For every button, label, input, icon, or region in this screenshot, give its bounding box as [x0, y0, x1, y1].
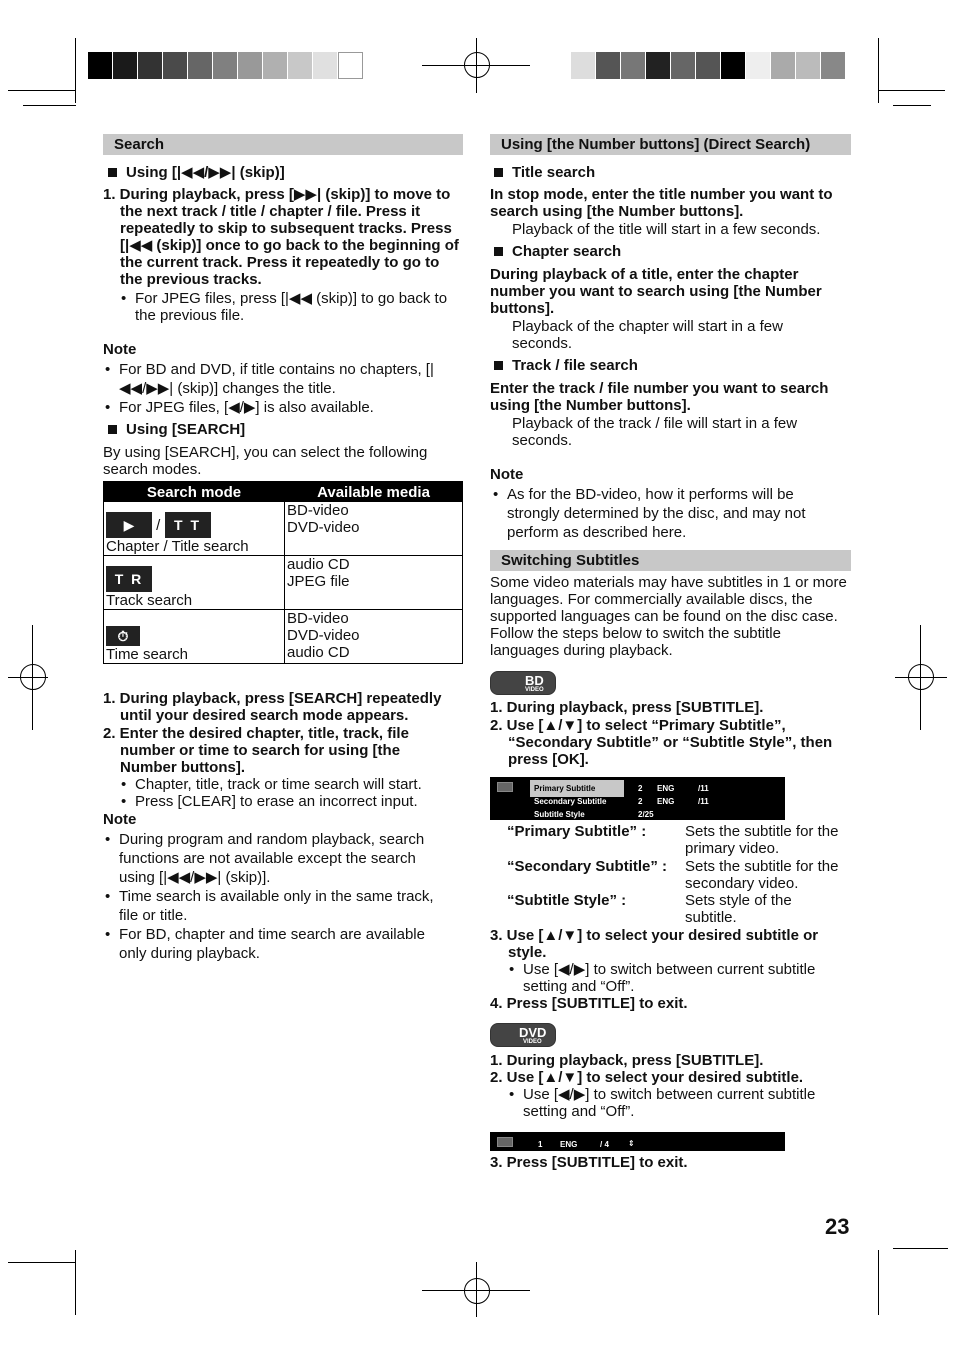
section-heading-direct-search: Using [the Number buttons] (Direct Search): [490, 134, 851, 155]
note-2-item-3: • For BD, chapter and time search are available only during playback.: [119, 925, 454, 963]
bd-subtitle-osd: [490, 777, 785, 820]
title-search-icon: T T: [165, 512, 211, 538]
search-step-bullet: • Press [CLEAR] to erase an incorrect input.: [135, 793, 460, 810]
subtitle-icon: [497, 1137, 513, 1147]
bd-video-logo: BD VIDEO: [490, 671, 556, 695]
note-2-item-1: • During program and random playback, search functions are not available except the search using [|◀◀/▶▶| (skip)].: [119, 830, 454, 887]
crop-mark: [422, 65, 530, 66]
skip-bullet: • For JPEG files, press [|◀◀ (skip)] to go back to the previous file.: [135, 290, 460, 324]
crop-mark: [8, 1262, 75, 1263]
media-item: audio CD: [287, 556, 350, 573]
subtitles-intro: Some video materials may have subtitles in 1 or more languages. For commercially available discs, the supported languages can be found on the disc case. Follow the steps below to switch the subtitle languages during playback.: [490, 574, 847, 659]
track-search-instruction: Enter the track / file number you want to search using [the Number buttons].: [490, 380, 829, 414]
subtitle-icon: [497, 782, 513, 792]
crop-mark: [75, 38, 76, 103]
search-mode-table: [103, 481, 463, 664]
dvd-step-1: 1. During playback, press [SUBTITLE].: [490, 1052, 764, 1069]
search-intro: By using [SEARCH], you can select the following search modes.: [103, 444, 428, 478]
search-heading-text: Using [SEARCH]: [126, 421, 246, 438]
time-search-icon: ⏱: [106, 626, 140, 646]
def-desc: Sets the subtitle for the primary video.: [685, 823, 839, 857]
chapter-search-heading-text: Chapter search: [512, 243, 622, 260]
table-cell-mode: [104, 502, 285, 556]
osd-row-name: Subtitle Style: [534, 810, 585, 819]
table-row: [104, 556, 463, 610]
skip-step-1: 1. During playback, press [▶▶| (skip)] to move to the next track / title / chapter / file. Press it repeatedly to skip to subsequent tracks. Press [|◀◀ (skip)] once to go back to the beginning of the current track. Press it repeatedly to go to the previous tracks.: [103, 186, 459, 288]
crop-mark: [893, 1248, 948, 1249]
color-bar-right: [571, 52, 846, 79]
osd-row-name: Secondary Subtitle: [534, 797, 607, 806]
crop-mark: [878, 1250, 879, 1315]
track-search-icon: T R: [106, 566, 152, 592]
table-header-media: Available media: [285, 482, 463, 502]
mode-label: Chapter / Title search: [106, 538, 249, 555]
color-bar-left: [88, 52, 363, 79]
dvd-step-2: 2. Use [▲/▼] to select your desired subtitle.: [490, 1069, 804, 1086]
chapter-search-instruction: During playback of a title, enter the chapter number you want to search using [the Number buttons].: [490, 266, 822, 317]
note-1-item-1: • For BD and DVD, if title contains no chapters, [|◀◀/▶▶| (skip)] changes the title.: [119, 360, 459, 398]
osd-row: Secondary Subtitle 2 ENG /11: [530, 793, 780, 805]
skip-heading: [108, 164, 285, 181]
title-search-heading: [494, 164, 595, 181]
mode-label: Time search: [106, 646, 188, 663]
table-cell-mode: [104, 556, 285, 610]
dvd-video-logo: DVD VIDEO: [490, 1023, 556, 1047]
square-bullet-icon: [494, 361, 503, 370]
mode-label: Track search: [106, 592, 193, 609]
note-title-1: Note: [103, 341, 137, 358]
osd-row: Primary Subtitle 2 ENG /11: [530, 780, 780, 792]
registration-mark: [464, 1278, 490, 1304]
def-term: “Secondary Subtitle” :: [507, 858, 668, 875]
crop-mark: [893, 105, 931, 106]
chapter-search-text: Playback of the chapter will start in a few seconds.: [512, 318, 783, 352]
search-step-2: 2. Enter the desired chapter, title, track, file number or time to search for using [the Number buttons].: [103, 725, 409, 776]
bd-step-4: 4. Press [SUBTITLE] to exit.: [490, 995, 688, 1012]
square-bullet-icon: [108, 168, 117, 177]
media-item: DVD-video: [287, 627, 360, 644]
media-item: JPEG file: [287, 573, 350, 590]
track-search-heading: [494, 357, 638, 374]
bd-step-1: 1. During playback, press [SUBTITLE].: [490, 699, 764, 716]
right-note-title: Note: [490, 466, 524, 483]
note-2-item-2: • Time search is available only in the same track, file or title.: [119, 887, 454, 925]
bd-step-3-bullet: • Use [◀/▶] to switch between current subtitle setting and “Off”.: [523, 961, 853, 995]
media-item: BD-video: [287, 610, 349, 627]
note-title-2: Note: [103, 811, 137, 828]
section-heading-search: Search: [103, 134, 463, 155]
crop-mark: [23, 105, 76, 106]
title-search-heading-text: Title search: [512, 164, 596, 181]
media-item: BD-video: [287, 502, 349, 519]
def-term: “Primary Subtitle” :: [507, 823, 647, 840]
square-bullet-icon: [108, 425, 117, 434]
dvd-subtitle-osd: 1 ENG / 4 ⇕: [490, 1132, 785, 1151]
crop-mark: [878, 90, 945, 91]
chapter-search-icon: ▶: [106, 512, 152, 538]
search-step-bullet: • Chapter, title, track or time search will start.: [135, 776, 460, 793]
osd-row: Subtitle Style 2/25: [530, 806, 780, 818]
track-search-text: Playback of the track / file will start in a few seconds.: [512, 415, 798, 449]
osd-row-name: Primary Subtitle: [530, 780, 624, 797]
title-search-text: Playback of the title will start in a few seconds.: [512, 221, 821, 238]
def-desc: Sets the subtitle for the secondary video.: [685, 858, 839, 892]
crop-mark: [895, 677, 947, 678]
def-desc: Sets style of the subtitle.: [685, 892, 792, 926]
media-item: audio CD: [287, 644, 350, 661]
search-step-1: 1. During playback, press [SEARCH] repeatedly until your desired search mode appears.: [103, 690, 442, 724]
bd-step-2: 2. Use [▲/▼] to select “Primary Subtitle”, “Secondary Subtitle” or “Subtitle Style”, then press [OK].: [490, 717, 833, 768]
table-cell-media: [285, 556, 463, 610]
page-number: 23: [825, 1214, 850, 1239]
square-bullet-icon: [494, 168, 503, 177]
section-heading-subtitles: Switching Subtitles: [490, 550, 851, 571]
crop-mark: [422, 1290, 530, 1291]
square-bullet-icon: [494, 247, 503, 256]
chapter-search-heading: [494, 243, 621, 260]
crop-mark: [8, 90, 75, 91]
table-header-mode: Search mode: [104, 482, 285, 502]
skip-heading-text: Using [|◀◀/▶▶| (skip)]: [126, 164, 285, 181]
media-item: DVD-video: [287, 519, 360, 536]
dvd-step-2-bullet: • Use [◀/▶] to switch between current subtitle setting and “Off”.: [523, 1086, 853, 1120]
dvd-step-3: 3. Press [SUBTITLE] to exit.: [490, 1154, 688, 1171]
track-search-heading-text: Track / file search: [512, 357, 638, 374]
table-cell-media: [285, 610, 463, 664]
def-term: “Subtitle Style” :: [507, 892, 627, 909]
crop-mark: [878, 38, 879, 103]
table-row: [104, 610, 463, 664]
crop-mark: [75, 1250, 76, 1315]
table-row: [104, 502, 463, 556]
icon-separator: /: [156, 517, 161, 534]
note-1-item-2: • For JPEG files, [◀/▶] is also available.: [119, 399, 459, 416]
title-search-instruction: In stop mode, enter the title number you want to search using [the Number buttons].: [490, 186, 833, 220]
search-heading: [108, 421, 245, 438]
right-note-item: • As for the BD-video, how it performs will be strongly determined by the disc, and may not perform as described here.: [507, 485, 847, 542]
table-cell-mode: [104, 610, 285, 664]
table-cell-media: [285, 502, 463, 556]
bd-step-3: 3. Use [▲/▼] to select your desired subtitle or style.: [490, 927, 819, 961]
crop-mark: [8, 677, 48, 678]
up-down-arrow-icon: ⇕: [628, 1139, 635, 1148]
